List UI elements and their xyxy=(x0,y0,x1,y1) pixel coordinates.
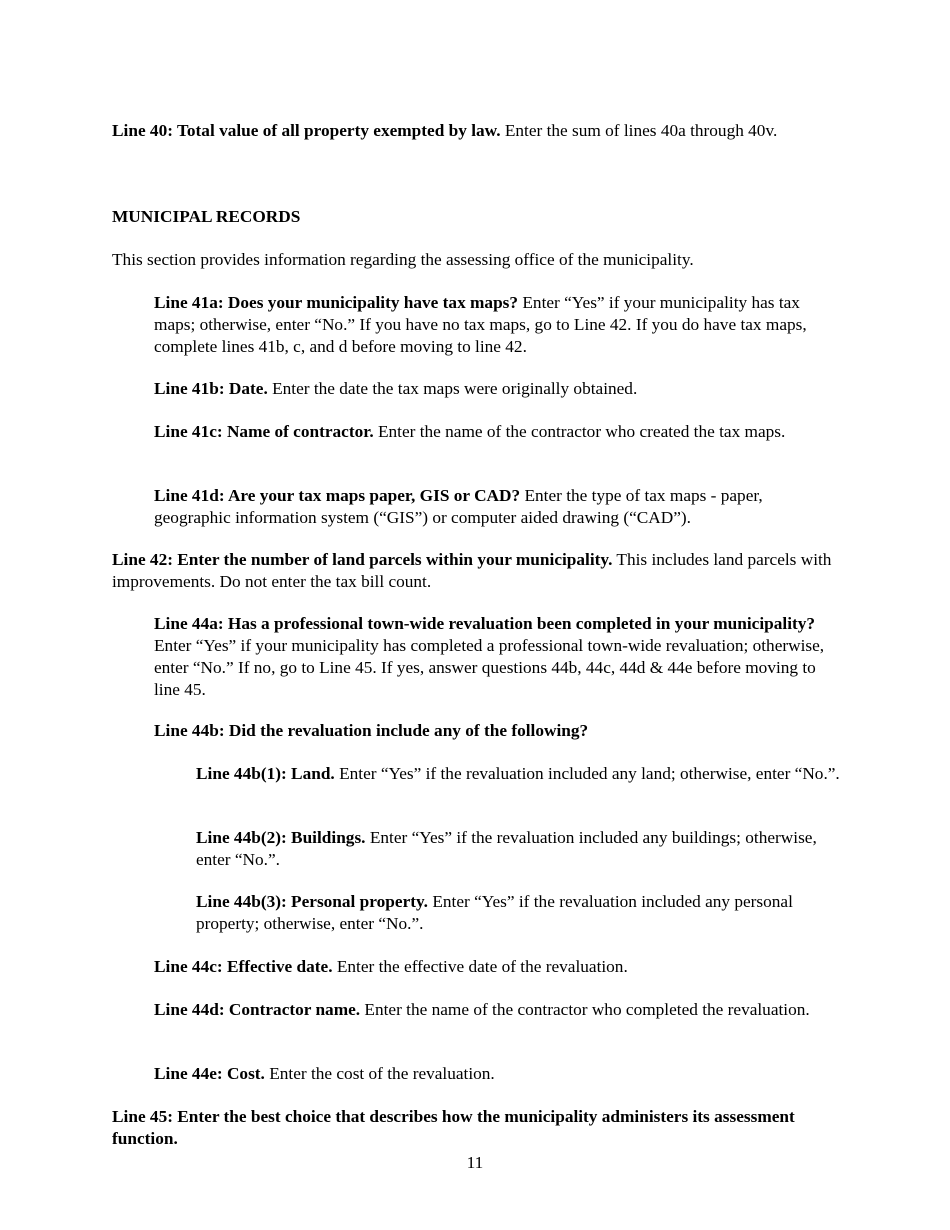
paragraph-line-44d xyxy=(154,999,842,1021)
line-41d-text: Enter the type of tax maps - paper, geographic information system (“GIS”) or computer aided drawing (“CAD”). xyxy=(154,486,763,527)
line-44b1-label: Line 44b(1): Land. xyxy=(196,764,335,783)
line-44e-text: Enter the cost of the revaluation. xyxy=(264,1064,495,1083)
line-44b2-text: Enter “Yes” if the revaluation included any buildings; otherwise, enter “No.”. xyxy=(196,828,817,869)
line-44b3-text: Enter “Yes” if the revaluation included any personal property; otherwise, enter “No.”. xyxy=(196,892,793,933)
line-40-label: Line 40: Total value of all property exempted by law. xyxy=(112,121,501,140)
line-41a-label: Line 41a: Does your municipality have tax maps? xyxy=(154,293,519,312)
paragraph-line-41d xyxy=(154,485,842,529)
line-44a-text: Enter “Yes” if your municipality has completed a professional town-wide revaluation; otherwise, enter “No.” If no, go to Line 45. If yes, answer questions 44b, 44c, 44d & 44e before moving to line 45. xyxy=(154,636,825,699)
line-44a-label: Line 44a: Has a professional town-wide revaluation been completed in your municipality? xyxy=(154,614,816,633)
line-42-text: This includes land parcels with improvements. Do not enter the tax bill count. xyxy=(112,550,832,591)
paragraph-line-41a xyxy=(154,292,842,358)
line-41b-text: Enter the date the tax maps were originally obtained. xyxy=(267,379,638,398)
paragraph-line-44b3 xyxy=(196,891,842,935)
paragraph-line-44b: Line 44b: Did the revaluation include any of the following? xyxy=(154,721,589,740)
line-41d-label: Line 41d: Are your tax maps paper, GIS or CAD? xyxy=(154,486,521,505)
line-41c-text: Enter the name of the contractor who created the tax maps. xyxy=(373,422,786,441)
paragraph-line-44e xyxy=(154,1063,842,1085)
line-44b3-label: Line 44b(3): Personal property. xyxy=(196,892,429,911)
line-41c-label: Line 41c: Name of contractor. xyxy=(154,422,374,441)
line-44b2-label: Line 44b(2): Buildings. xyxy=(196,828,366,847)
line-44b1-text: Enter “Yes” if the revaluation included any land; otherwise, enter “No.”. xyxy=(334,764,840,783)
line-44c-label: Line 44c: Effective date. xyxy=(154,957,333,976)
paragraph-line-41c xyxy=(154,421,842,443)
section-intro: This section provides information regarding the assessing office of the municipality. xyxy=(112,250,694,269)
paragraph-line-45: Line 45: Enter the best choice that describes how the municipality administers its assessment function. xyxy=(112,1107,795,1148)
line-44e-label: Line 44e: Cost. xyxy=(154,1064,265,1083)
paragraph-line-42 xyxy=(112,549,842,593)
page-number: 11 xyxy=(466,1153,484,1172)
line-41a-text: Enter “Yes” if your municipality has tax maps; otherwise, enter “No.” If you have no tax maps, go to Line 42. If you do have tax maps, complete lines 41b, c, and d before moving to line 42. xyxy=(154,293,807,356)
paragraph-line-44c xyxy=(154,956,842,978)
line-44d-label: Line 44d: Contractor name. xyxy=(154,1000,361,1019)
line-41b-label: Line 41b: Date. xyxy=(154,379,268,398)
paragraph-line-44b2 xyxy=(196,827,842,871)
paragraph-line-44b1 xyxy=(196,763,842,785)
line-44d-text: Enter the name of the contractor who completed the revaluation. xyxy=(360,1000,810,1019)
paragraph-line-40 xyxy=(112,120,842,142)
line-40-text: Enter the sum of lines 40a through 40v. xyxy=(500,121,778,140)
line-44c-text: Enter the effective date of the revaluation. xyxy=(332,957,628,976)
paragraph-line-44a xyxy=(154,613,842,701)
section-heading: MUNICIPAL RECORDS xyxy=(112,207,301,226)
line-42-label: Line 42: Enter the number of land parcels within your municipality. xyxy=(112,550,613,569)
paragraph-line-41b xyxy=(154,378,842,400)
